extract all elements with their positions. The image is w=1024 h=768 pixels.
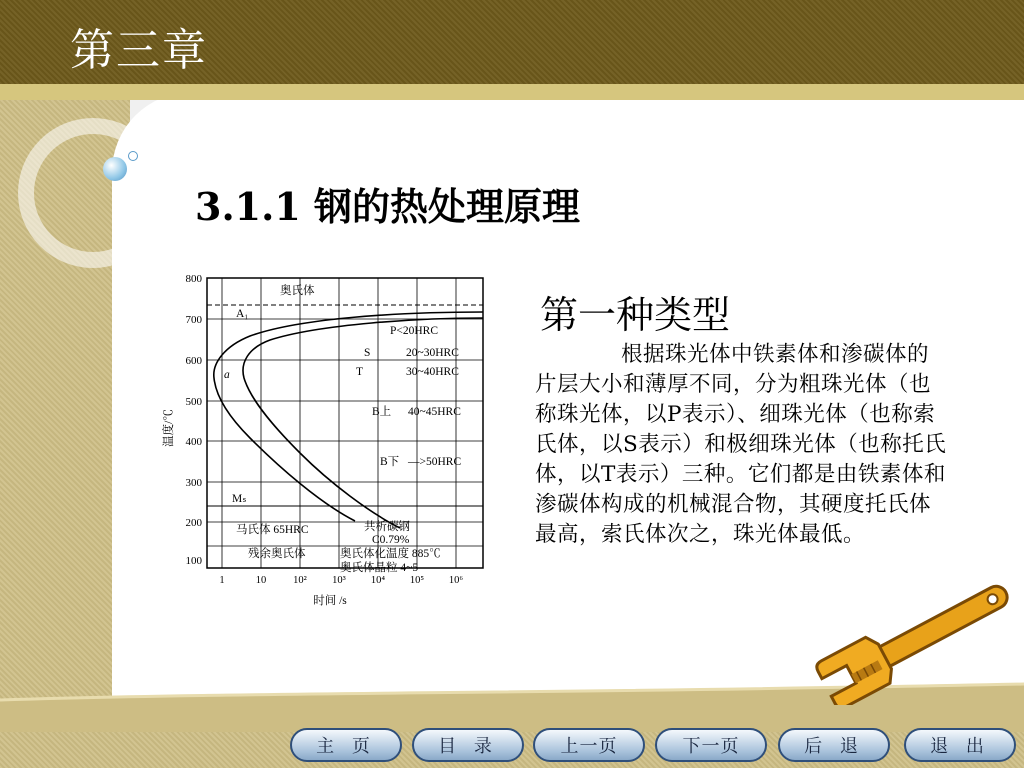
x-ticks (219, 575, 463, 586)
label-p: P<20HRC (390, 325, 439, 337)
y-tick: 800 (185, 273, 202, 285)
label-ms: Mₛ (232, 493, 247, 505)
label-t: T (356, 366, 364, 378)
x-tick: 10 (255, 575, 267, 586)
label-carbon: C0.79% (372, 534, 410, 546)
contents-button[interactable]: 目 录 (412, 728, 524, 762)
home-button[interactable]: 主 页 (290, 728, 402, 762)
back-button[interactable]: 后 退 (778, 728, 890, 762)
x-tick: 10³ (332, 575, 346, 586)
y-tick: 700 (185, 314, 202, 326)
label-martensite: 马氏体 65HRC (236, 524, 309, 536)
label-a1: A₁ (236, 308, 249, 320)
y-tick: 600 (185, 355, 202, 367)
decorative-bubble (103, 157, 127, 181)
y-tick: 500 (185, 396, 202, 408)
y-tick: 400 (185, 436, 202, 448)
x-tick: 1 (219, 575, 225, 586)
label-grain: 奥氏体晶粒 4~5 (340, 562, 419, 574)
chapter-title: 第三章 (70, 25, 208, 76)
left-texture (0, 0, 130, 768)
label-s-val: 20~30HRC (406, 347, 459, 359)
exit-button[interactable]: 退 出 (904, 728, 1016, 762)
label-retained: 残余奥氏体 (248, 548, 306, 560)
y-tick: 300 (185, 477, 202, 489)
label-austenite: 奥氏体 (280, 285, 315, 297)
y-axis-label: 温度/℃ (163, 409, 175, 447)
y-tick: 200 (185, 517, 202, 529)
x-tick: 10² (293, 575, 307, 586)
header-underline (0, 84, 1024, 100)
next-page-button[interactable]: 下一页 (655, 728, 767, 762)
y-tick: 100 (185, 555, 202, 567)
label-b-lower-val: —>50HRC (408, 456, 462, 468)
decorative-bubble-small (128, 151, 138, 161)
label-aus-temp: 奥氏体化温度 885℃ (340, 548, 441, 560)
decorative-ring (18, 118, 168, 268)
label-b-upper-val: 40~45HRC (408, 406, 461, 418)
body-paragraph: 根据珠光体中铁素体和渗碳体的片层大小和薄厚不同，分为粗珠光体（也称珠光体，以P表示）、细珠光体（也称索氏体，以S表示）和极细珠光体（也称托氏体，以T表示）三种。它们都是由铁素体和渗碳体构成的机械混合物，其硬度托氏体最高，索氏体次之，珠光体最低。 (535, 342, 947, 547)
label-b-upper: B上 (372, 406, 392, 418)
wrench-icon (815, 575, 1020, 705)
ttt-diagram (150, 268, 500, 618)
x-axis-label: 时间 /s (313, 595, 347, 607)
section-title: 3.1.1 钢的热处理原理 (195, 184, 581, 229)
x-tick: 10⁴ (370, 575, 386, 586)
prev-page-button[interactable]: 上一页 (533, 728, 645, 762)
label-s: S (364, 347, 371, 359)
x-tick: 10⁶ (448, 575, 464, 586)
label-a-letter: a (224, 369, 230, 381)
type-title: 第一种类型 (540, 293, 731, 337)
label-t-val: 30~40HRC (406, 366, 459, 378)
label-b-lower: B下 (380, 456, 400, 468)
label-eutectoid: 共析碳钢 (364, 521, 410, 533)
x-tick: 10⁵ (409, 575, 425, 586)
y-ticks (186, 273, 203, 567)
